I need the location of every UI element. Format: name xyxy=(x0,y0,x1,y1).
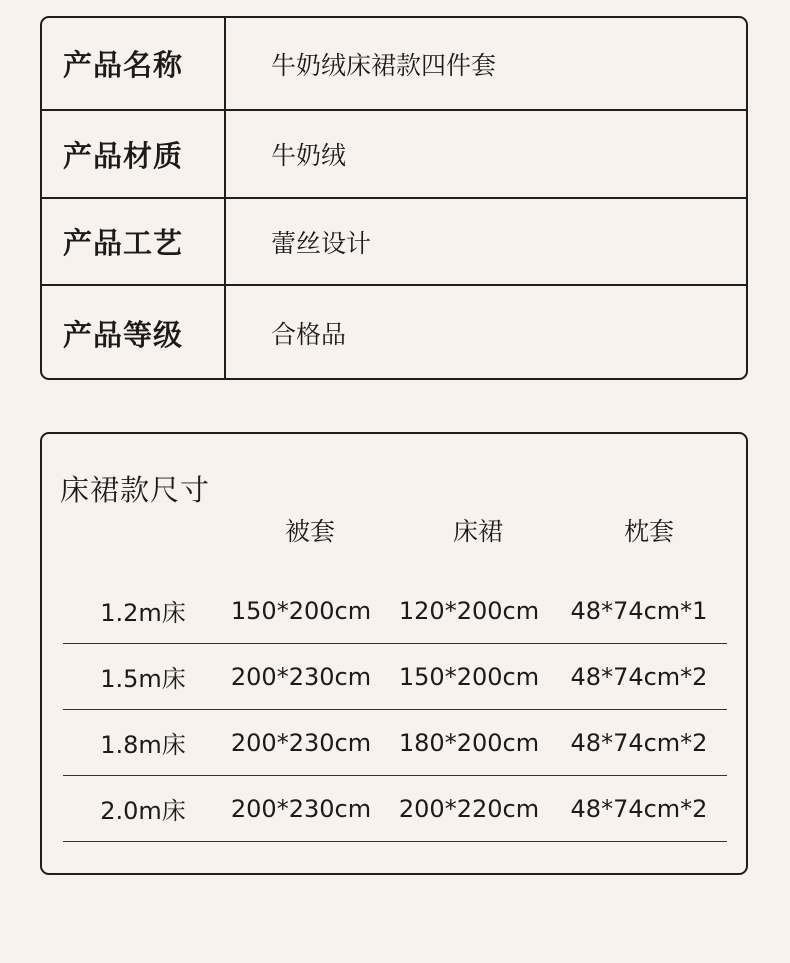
table-row xyxy=(63,578,727,644)
info-label: 产品等级 xyxy=(42,286,226,380)
product-info-table xyxy=(40,16,748,380)
info-value: 合格品 xyxy=(271,320,347,349)
column-header-pillowcase: 枕套 xyxy=(623,517,674,546)
info-row-craft xyxy=(42,199,746,286)
bed-size-cell: 1.2m床 xyxy=(100,599,186,627)
skirt-size-cell: 120*200cm xyxy=(398,596,540,625)
size-table-title: 床裙款尺寸 xyxy=(60,473,211,507)
skirt-size-cell: 150*200cm xyxy=(398,662,540,691)
table-row xyxy=(63,644,727,710)
table-row xyxy=(63,710,727,776)
duvet-size-cell: 200*230cm xyxy=(230,794,372,823)
size-table xyxy=(40,432,748,875)
info-row-name xyxy=(42,18,746,111)
bed-size-cell: 2.0m床 xyxy=(100,797,186,825)
skirt-size-cell: 200*220cm xyxy=(398,794,540,823)
info-label: 产品工艺 xyxy=(42,199,226,284)
info-label: 产品名称 xyxy=(42,18,226,109)
info-value: 牛奶绒 xyxy=(271,141,347,170)
bed-size-cell: 1.5m床 xyxy=(100,665,186,693)
bed-size-cell: 1.8m床 xyxy=(100,731,186,759)
skirt-size-cell: 180*200cm xyxy=(398,728,540,757)
info-label: 产品材质 xyxy=(42,111,226,197)
info-row-material xyxy=(42,111,746,199)
pillow-size-cell: 48*74cm*2 xyxy=(570,794,708,823)
info-row-grade xyxy=(42,286,746,380)
duvet-size-cell: 150*200cm xyxy=(230,596,372,625)
table-row xyxy=(63,776,727,842)
column-header-duvet: 被套 xyxy=(284,517,335,546)
duvet-size-cell: 200*230cm xyxy=(230,662,372,691)
duvet-size-cell: 200*230cm xyxy=(230,728,372,757)
column-header-bed-skirt: 床裙 xyxy=(452,517,503,546)
info-value: 牛奶绒床裙款四件套 xyxy=(271,50,497,80)
pillow-size-cell: 48*74cm*2 xyxy=(570,662,708,691)
info-value: 蕾丝设计 xyxy=(271,228,372,258)
pillow-size-cell: 48*74cm*2 xyxy=(570,728,708,757)
pillow-size-cell: 48*74cm*1 xyxy=(570,596,708,625)
